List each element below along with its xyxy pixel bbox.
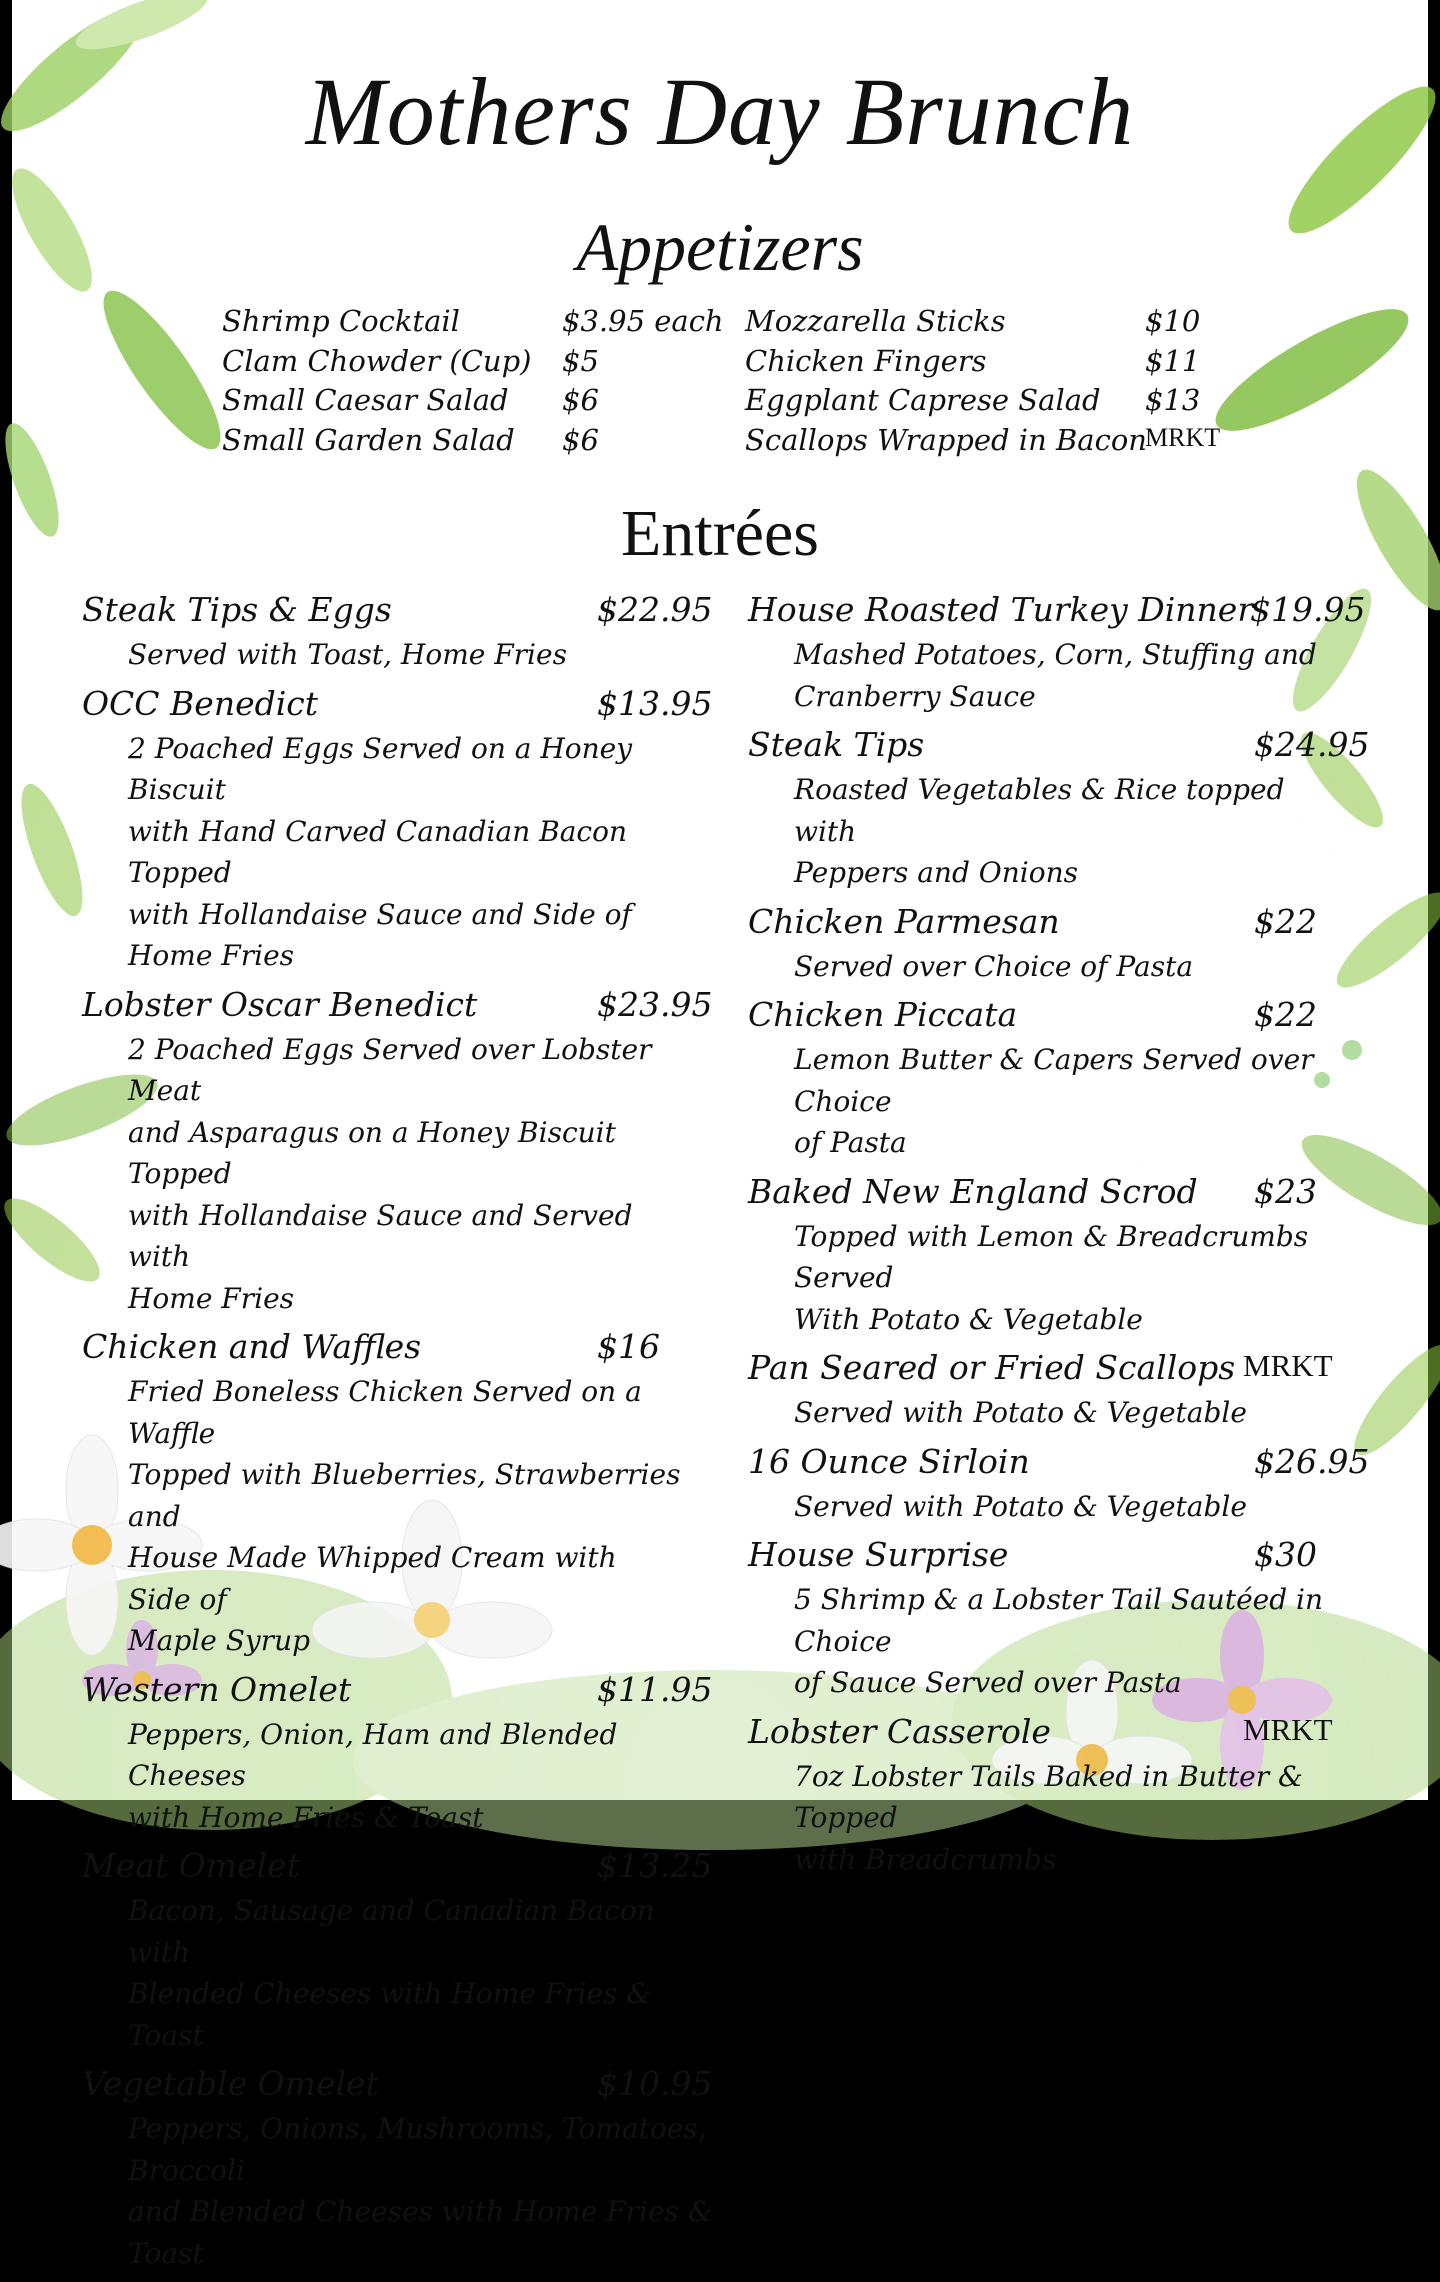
appetizer-item	[745, 344, 1305, 384]
entree-description: Mashed Potatoes, Corn, Stuffing and Cranberry Sauce	[794, 638, 1317, 713]
entree-price: $23.95	[597, 984, 713, 1024]
entree-description: 5 Shrimp & a Lobster Tail Sautéed in Choice of Sauce Served over Pasta	[794, 1583, 1324, 1699]
entree-name: House Roasted Turkey Dinner	[748, 590, 1254, 629]
menu-page	[12, 0, 1428, 2270]
entree-name: House Surprise	[748, 1535, 1009, 1574]
entree-name: Chicken and Waffles	[82, 1327, 422, 1366]
appetizer-price: $13	[1145, 383, 1201, 417]
entree-price: $30	[1254, 1535, 1317, 1574]
entree-price: $16	[597, 1327, 660, 1366]
entree-price: $13.25	[597, 1846, 713, 1885]
appetizer-price: $6	[562, 422, 599, 457]
entree-price: MRKT	[1243, 1711, 1333, 1747]
entree-name: Lobster Casserole	[748, 1711, 1051, 1751]
entree-name: Western Omelet	[82, 1669, 352, 1709]
entree-description: Served with Potato & Vegetable	[794, 1489, 1247, 1523]
menu-title: Mothers Day Brunch	[305, 58, 1135, 165]
entree-price: MRKT	[1243, 1348, 1333, 1383]
appetizer-name: Scallops Wrapped in Bacon	[745, 422, 1147, 457]
entree-name: Lobster Oscar Benedict	[82, 984, 478, 1024]
appetizer-name: Eggplant Caprese Salad	[745, 383, 1101, 417]
appetizer-price: $3.95 each	[562, 304, 724, 338]
entree-item	[82, 590, 713, 676]
entree-item	[748, 902, 1368, 988]
appetizers-right-column	[745, 304, 1305, 462]
entree-item	[82, 1846, 713, 2056]
appetizer-item	[745, 383, 1305, 423]
entree-item	[748, 1172, 1368, 1341]
entree-name: Chicken Parmesan	[748, 901, 1060, 941]
entree-item	[748, 1712, 1368, 1881]
entree-description: 2 Poached Eggs Served over Lobster Meat and Asparagus on a Honey Biscuit Topped with Hollandaise Sauce and Served with Home Fries	[128, 1032, 652, 1315]
entree-item	[748, 995, 1368, 1164]
entree-price: $22	[1254, 901, 1317, 941]
appetizer-price: MRKT	[1145, 422, 1221, 452]
appetizer-price: $10	[1145, 304, 1201, 338]
entree-item	[82, 1327, 702, 1662]
entree-name: Steak Tips & Eggs	[82, 590, 392, 629]
entree-name: Vegetable Omelet	[82, 2064, 379, 2103]
appetizer-name: Mozzarella Sticks	[745, 304, 1006, 338]
appetizer-price: $5	[562, 343, 599, 378]
entrees-heading: Entrées	[621, 497, 819, 570]
entree-description: Peppers, Onion, Ham and Blended Cheeses with Home Fries & Toast	[128, 1717, 618, 1834]
appetizer-price: $6	[562, 383, 599, 417]
appetizer-item	[222, 304, 782, 344]
entree-item	[82, 683, 713, 977]
appetizer-item	[745, 423, 1305, 463]
appetizer-item	[222, 344, 782, 384]
entree-price: $19.95	[1250, 590, 1366, 629]
entree-price: $24.95	[1254, 725, 1370, 764]
entree-description: 2 Poached Eggs Served on a Honey Biscuit with Hand Carved Canadian Bacon Topped with Hollandaise Sauce and Side of Home Fries	[128, 731, 633, 972]
appetizer-item	[745, 304, 1305, 344]
entree-item	[748, 1535, 1368, 1704]
entree-price: $10.95	[597, 2064, 713, 2103]
entree-name: OCC Benedict	[82, 683, 319, 723]
entree-price: $23	[1254, 1171, 1317, 1211]
entree-name: Chicken Piccata	[748, 995, 1018, 1034]
entree-description: Fried Boneless Chicken Served on a Waffle Topped with Blueberries, Strawberries and House Made Whipped Cream with Side of Maple Syrup	[128, 1375, 681, 1657]
entree-name: 16 Ounce Sirloin	[748, 1441, 1030, 1481]
appetizer-name: Small Caesar Salad	[222, 383, 509, 417]
appetizer-price: $11	[1145, 343, 1201, 378]
appetizers-heading: Appetizers	[576, 209, 864, 285]
appetizer-item	[222, 423, 782, 463]
entrees-left-column	[82, 590, 713, 2282]
entrees-right-column	[748, 590, 1368, 1888]
entree-description: Served with Toast, Home Fries	[128, 638, 567, 671]
entree-description: Peppers, Onions, Mushrooms, Tomatoes, Broccoli and Blended Cheeses with Home Fries & Toast	[128, 2112, 713, 2270]
entree-name: Baked New England Scrod	[748, 1171, 1198, 1211]
entree-item	[748, 725, 1368, 894]
entree-name: Pan Seared or Fried Scallops	[748, 1348, 1236, 1387]
entree-description: Served over Choice of Pasta	[794, 949, 1194, 983]
entree-description: Lemon Butter & Capers Served over Choice of Pasta	[794, 1043, 1314, 1159]
appetizer-name: Shrimp Cocktail	[222, 304, 460, 338]
entree-item	[82, 1669, 713, 1839]
entree-item	[82, 984, 713, 1320]
entree-name: Meat Omelet	[82, 1846, 300, 1885]
entree-item	[748, 1442, 1368, 1528]
appetizer-name: Chicken Fingers	[745, 343, 987, 378]
entree-description: Served with Potato & Vegetable	[794, 1396, 1247, 1429]
appetizers-left-column	[222, 304, 782, 462]
entree-price: $26.95	[1254, 1441, 1370, 1481]
appetizer-name: Small Garden Salad	[222, 422, 515, 457]
entree-price: $13.95	[597, 683, 713, 723]
entree-description: Bacon, Sausage and Canadian Bacon with Blended Cheeses with Home Fries & Toast	[128, 1894, 655, 2052]
entree-description: Roasted Vegetables & Rice topped with Peppers and Onions	[794, 773, 1285, 889]
entree-price: $11.95	[597, 1669, 713, 1709]
entree-price: $22	[1254, 995, 1317, 1034]
entree-item	[748, 1348, 1368, 1434]
appetizer-name: Clam Chowder (Cup)	[222, 343, 532, 378]
entree-description: 7oz Lobster Tails Baked in Butter & Topped with Breadcrumbs	[794, 1759, 1303, 1876]
entree-item	[82, 2064, 713, 2274]
entree-price: $22.95	[597, 590, 713, 629]
entree-description: Topped with Lemon & Breadcrumbs Served With Potato & Vegetable	[794, 1219, 1309, 1336]
entree-item	[748, 590, 1368, 717]
entree-name: Steak Tips	[748, 725, 925, 764]
appetizer-item	[222, 383, 782, 423]
